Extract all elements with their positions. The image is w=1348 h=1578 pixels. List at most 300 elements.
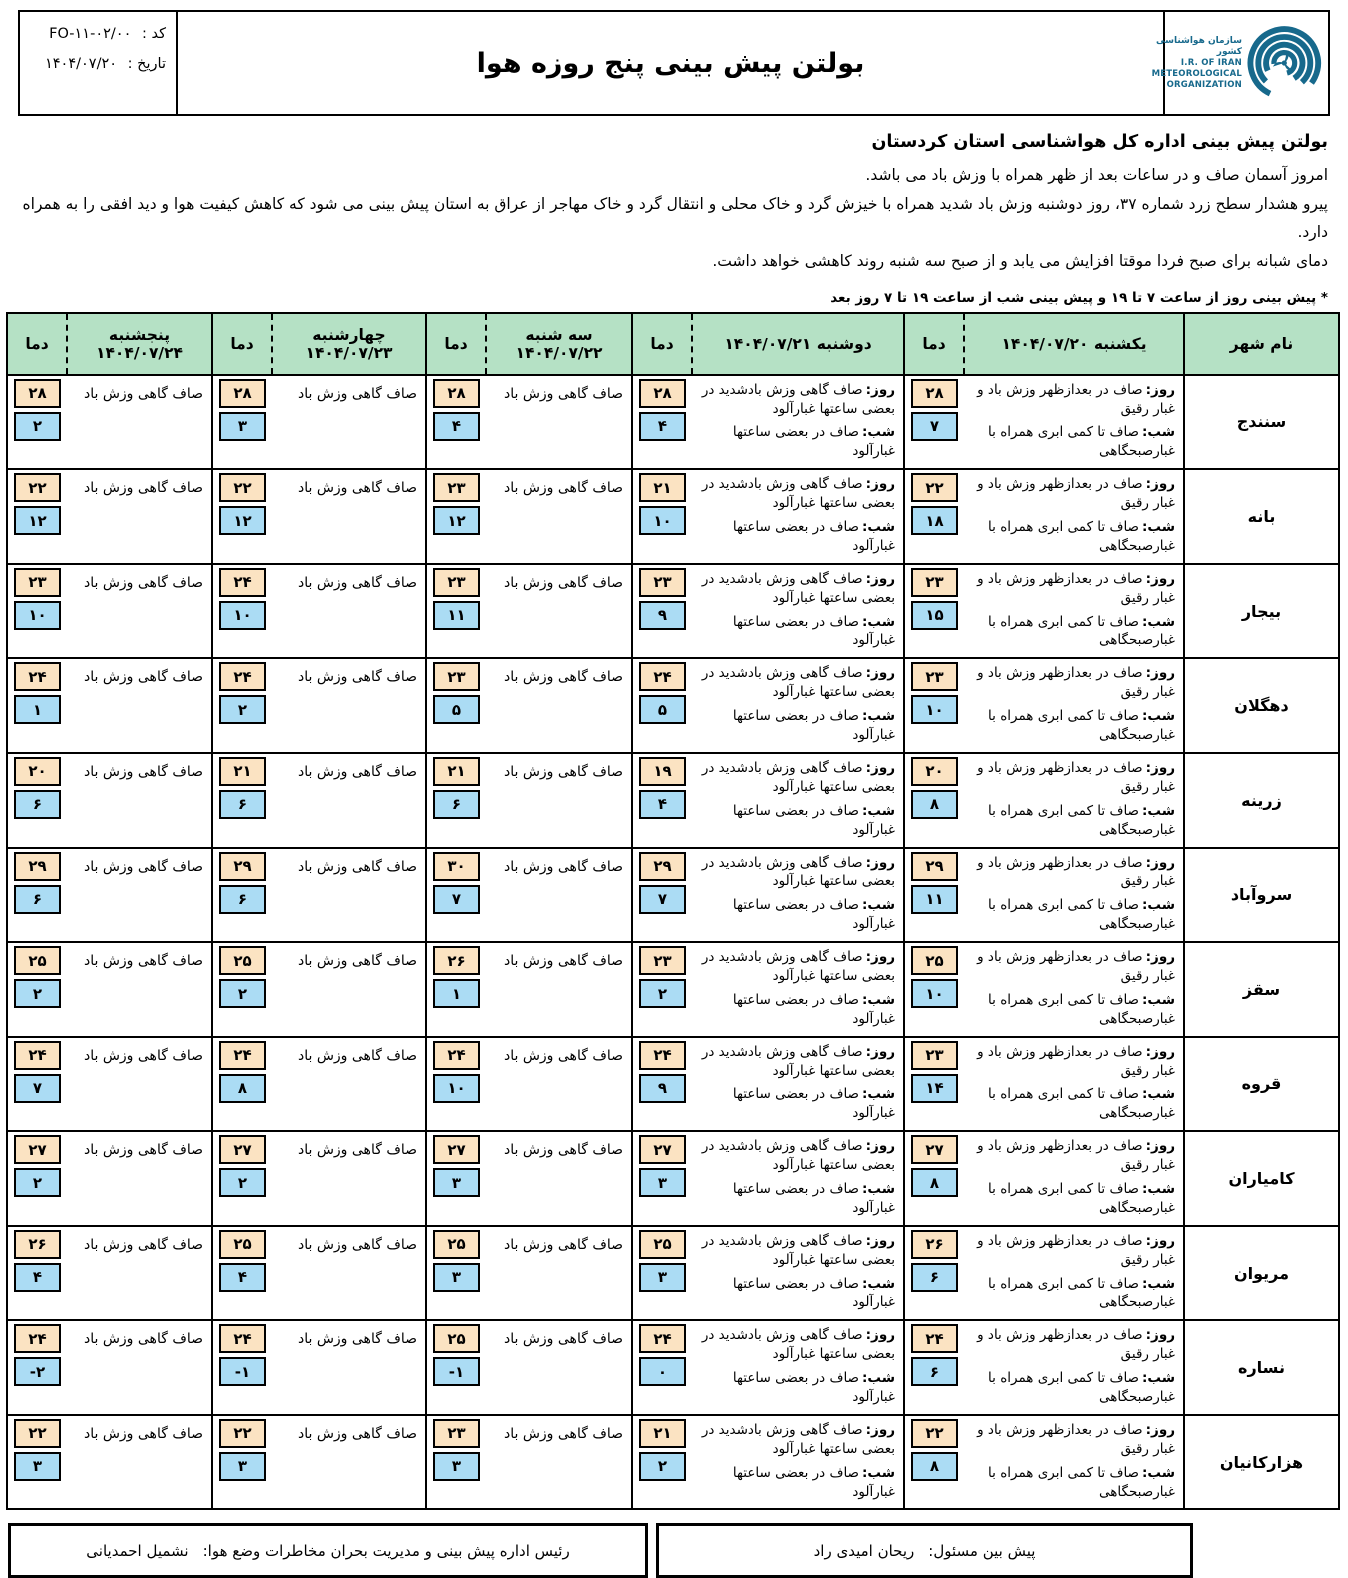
low-temp: ۹: [639, 1074, 686, 1103]
city-name: زرینه: [1184, 753, 1339, 848]
temps-tuesday: [426, 375, 486, 470]
high-temp: ۱۹: [639, 757, 686, 786]
temps-monday: [632, 1415, 692, 1510]
low-temp: ۲: [219, 695, 266, 724]
forecast-tuesday: صاف گاهی وزش باد: [486, 375, 632, 470]
forecast-tuesday: صاف گاهی وزش باد: [486, 564, 632, 659]
temps-monday: [632, 942, 692, 1037]
logo-text: [1152, 36, 1242, 90]
low-temp: ۸: [219, 1074, 266, 1103]
temps-tuesday: [426, 658, 486, 753]
city-header: نام شهر: [1184, 313, 1339, 375]
forecast-wednesday: صاف گاهی وزش باد: [272, 753, 426, 848]
high-temp: ۲۷: [639, 1135, 686, 1164]
high-temp: ۲۳: [639, 946, 686, 975]
code-line: [26, 26, 166, 42]
high-temp: ۲۰: [14, 757, 61, 786]
temps-sunday: [904, 1037, 964, 1132]
high-temp: ۲۴: [639, 1041, 686, 1070]
table-row: [7, 848, 1339, 943]
forecast-wednesday: صاف گاهی وزش باد: [272, 1226, 426, 1321]
city-name: دهگلان: [1184, 658, 1339, 753]
forecast-sunday: روز:صاف در بعدازظهر وزش باد و غبار رقیق شب:صاف تا کمی ابری همراه با غبارصبحگاهی: [964, 564, 1184, 659]
letterhead: [18, 10, 1330, 116]
temps-sunday: [904, 753, 964, 848]
temps-thursday: [7, 564, 67, 659]
city-name: قروه: [1184, 1037, 1339, 1132]
forecast-table-body: [7, 375, 1339, 1510]
low-temp: ۶: [14, 790, 61, 819]
table-row: [7, 1037, 1339, 1132]
high-temp: ۲۴: [14, 1041, 61, 1070]
high-temp: ۲۹: [911, 852, 958, 881]
forecast-tuesday: صاف گاهی وزش باد: [486, 1226, 632, 1321]
temps-wednesday: [212, 375, 272, 470]
day-header-tuesday: سه شنبه ۱۴۰۴/۰۷/۲۲: [486, 313, 632, 375]
signatures-row: [8, 1523, 1340, 1578]
forecast-monday: روز:صاف گاهی وزش بادشدید در بعضی ساعتها غبارآلود شب:صاف در بعضی ساعتها غبارآلود: [692, 1320, 904, 1415]
temp-header-thursday: دما: [7, 313, 67, 375]
temps-monday: [632, 753, 692, 848]
temps-tuesday: [426, 1226, 486, 1321]
code-date-box: [20, 12, 178, 114]
forecast-sunday: روز:صاف در بعدازظهر وزش باد و غبار رقیق شب:صاف تا کمی ابری همراه با غبارصبحگاهی: [964, 1037, 1184, 1132]
city-name: کامیاران: [1184, 1131, 1339, 1226]
temps-thursday: [7, 658, 67, 753]
temp-header-sunday: دما: [904, 313, 964, 375]
high-temp: ۲۳: [433, 568, 480, 597]
temps-sunday: [904, 1415, 964, 1510]
high-temp: ۲۸: [219, 379, 266, 408]
table-row: [7, 469, 1339, 564]
forecast-tuesday: صاف گاهی وزش باد: [486, 848, 632, 943]
low-temp: ۱۲: [433, 506, 480, 535]
temps-thursday: [7, 1415, 67, 1510]
day-header-wednesday: چهارشنبه ۱۴۰۴/۰۷/۲۳: [272, 313, 426, 375]
low-temp: ۴: [433, 412, 480, 441]
forecast-monday: روز:صاف گاهی وزش بادشدید در بعضی ساعتها غبارآلود شب:صاف در بعضی ساعتها غبارآلود: [692, 942, 904, 1037]
low-temp: ۳: [639, 1263, 686, 1292]
intro-heading: بولتن پیش بینی اداره کل هواشناسی استان کردستان: [871, 132, 1328, 152]
high-temp: ۲۹: [219, 852, 266, 881]
temps-wednesday: [212, 1131, 272, 1226]
low-temp: ۳: [219, 412, 266, 441]
forecast-thursday: صاف گاهی وزش باد: [67, 753, 212, 848]
temps-thursday: [7, 753, 67, 848]
intro-section: [14, 132, 1328, 276]
forecast-monday: روز:صاف گاهی وزش بادشدید در بعضی ساعتها غبارآلود شب:صاف در بعضی ساعتها غبارآلود: [692, 1226, 904, 1321]
low-temp: ۱۲: [219, 506, 266, 535]
forecast-wednesday: صاف گاهی وزش باد: [272, 1415, 426, 1510]
low-temp: ۶: [433, 790, 480, 819]
temps-thursday: [7, 1320, 67, 1415]
table-row: [7, 658, 1339, 753]
high-temp: ۲۲: [911, 1419, 958, 1448]
high-temp: ۲۳: [911, 568, 958, 597]
temps-monday: [632, 375, 692, 470]
met-org-spiral-logo-icon: [1244, 20, 1322, 106]
high-temp: ۲۱: [639, 473, 686, 502]
low-temp: ۷: [911, 412, 958, 441]
low-temp: ۴: [639, 790, 686, 819]
date-label: تاریخ :: [127, 56, 166, 72]
forecast-monday: روز:صاف گاهی وزش بادشدید در بعضی ساعتها غبارآلود شب:صاف در بعضی ساعتها غبارآلود: [692, 1131, 904, 1226]
forecast-sunday: روز:صاف در بعدازظهر وزش باد و غبار رقیق شب:صاف تا کمی ابری همراه با غبارصبحگاهی: [964, 1131, 1184, 1226]
low-temp: ۲: [219, 979, 266, 1008]
temps-monday: [632, 658, 692, 753]
high-temp: ۲۵: [911, 946, 958, 975]
forecast-wednesday: صاف گاهی وزش باد: [272, 375, 426, 470]
temps-monday: [632, 469, 692, 564]
high-temp: ۲۲: [14, 1419, 61, 1448]
high-temp: ۲۴: [433, 1041, 480, 1070]
temps-wednesday: [212, 753, 272, 848]
temps-thursday: [7, 469, 67, 564]
low-temp: ۸: [911, 1452, 958, 1481]
forecast-tuesday: صاف گاهی وزش باد: [486, 942, 632, 1037]
high-temp: ۲۵: [219, 946, 266, 975]
chief-name: نشمیل احمدیانی: [86, 1541, 189, 1560]
forecast-monday: روز:صاف گاهی وزش بادشدید در بعضی ساعتها غبارآلود شب:صاف در بعضی ساعتها غبارآلود: [692, 1037, 904, 1132]
low-temp: ۵: [639, 695, 686, 724]
temps-thursday: [7, 848, 67, 943]
forecast-table: [6, 312, 1340, 1511]
high-temp: ۲۹: [14, 852, 61, 881]
low-temp: ۴: [14, 1263, 61, 1292]
high-temp: ۲۳: [911, 662, 958, 691]
temps-wednesday: [212, 1226, 272, 1321]
forecast-sunday: روز:صاف در بعدازظهر وزش باد و غبار رقیق شب:صاف تا کمی ابری همراه با غبارصبحگاهی: [964, 1320, 1184, 1415]
high-temp: ۲۴: [14, 662, 61, 691]
high-temp: ۲۷: [433, 1135, 480, 1164]
intro-line-2: پیرو هشدار سطح زرد شماره ۳۷، روز دوشنبه وزش باد شدید همراه با خیزش گرد و خاک محلی و انتقال گرد و خاک مهاجر از عراق به استان پیش بینی می شود که کاهش کیفیت هوا و دید افقی را به همراه دارد.: [22, 194, 1328, 242]
temps-thursday: [7, 1131, 67, 1226]
low-temp: ۱۰: [433, 1074, 480, 1103]
high-temp: ۲۷: [911, 1135, 958, 1164]
low-temp: ۱۵: [911, 601, 958, 630]
high-temp: ۲۴: [911, 1324, 958, 1353]
forecast-monday: روز:صاف گاهی وزش بادشدید در بعضی ساعتها غبارآلود شب:صاف در بعضی ساعتها غبارآلود: [692, 564, 904, 659]
high-temp: ۲۵: [433, 1230, 480, 1259]
low-temp: ۱۱: [433, 601, 480, 630]
temps-wednesday: [212, 1320, 272, 1415]
temps-wednesday: [212, 469, 272, 564]
low-temp: ۹: [639, 601, 686, 630]
low-temp: ۲: [639, 1452, 686, 1481]
high-temp: ۲۳: [433, 473, 480, 502]
low-temp: ۲: [219, 1168, 266, 1197]
low-temp: ۶: [219, 885, 266, 914]
temps-sunday: [904, 942, 964, 1037]
low-temp: ۷: [14, 1074, 61, 1103]
high-temp: ۲۱: [433, 757, 480, 786]
high-temp: ۲۲: [911, 473, 958, 502]
temps-sunday: [904, 564, 964, 659]
low-temp: ۳: [433, 1452, 480, 1481]
high-temp: ۲۴: [219, 1041, 266, 1070]
bulletin-title: بولتن پیش بینی پنج روزه هوا: [476, 47, 865, 79]
high-temp: ۲۵: [639, 1230, 686, 1259]
forecaster-label: پیش بین مسئول:: [928, 1541, 1036, 1560]
day-header-monday: دوشنبه ۱۴۰۴/۰۷/۲۱: [692, 313, 904, 375]
high-temp: ۲۲: [219, 473, 266, 502]
temps-sunday: [904, 469, 964, 564]
low-temp: ۸: [911, 1168, 958, 1197]
low-temp: ۱۰: [911, 695, 958, 724]
low-temp: -۱: [219, 1357, 266, 1386]
city-name: سنندج: [1184, 375, 1339, 470]
forecast-thursday: صاف گاهی وزش باد: [67, 658, 212, 753]
temps-sunday: [904, 1131, 964, 1226]
temps-sunday: [904, 1320, 964, 1415]
forecast-monday: روز:صاف گاهی وزش بادشدید در بعضی ساعتها غبارآلود شب:صاف در بعضی ساعتها غبارآلود: [692, 375, 904, 470]
low-temp: ۱۰: [911, 979, 958, 1008]
low-temp: ۱۰: [639, 506, 686, 535]
high-temp: ۲۱: [639, 1419, 686, 1448]
city-name: سقز: [1184, 942, 1339, 1037]
forecast-tuesday: صاف گاهی وزش باد: [486, 1037, 632, 1132]
low-temp: ۱۸: [911, 506, 958, 535]
table-row: [7, 375, 1339, 470]
city-name: سروآباد: [1184, 848, 1339, 943]
low-temp: ۷: [639, 885, 686, 914]
forecast-thursday: صاف گاهی وزش باد: [67, 564, 212, 659]
forecaster-signature-box: [656, 1523, 1193, 1578]
forecast-wednesday: صاف گاهی وزش باد: [272, 942, 426, 1037]
table-row: [7, 1226, 1339, 1321]
forecast-monday: روز:صاف گاهی وزش بادشدید در بعضی ساعتها غبارآلود شب:صاف در بعضی ساعتها غبارآلود: [692, 753, 904, 848]
temps-tuesday: [426, 942, 486, 1037]
temps-tuesday: [426, 1131, 486, 1226]
date-line: [26, 56, 166, 72]
low-temp: -۲: [14, 1357, 61, 1386]
forecast-wednesday: صاف گاهی وزش باد: [272, 658, 426, 753]
temps-monday: [632, 1131, 692, 1226]
high-temp: ۲۵: [14, 946, 61, 975]
temps-thursday: [7, 375, 67, 470]
forecast-monday: روز:صاف گاهی وزش بادشدید در بعضی ساعتها غبارآلود شب:صاف در بعضی ساعتها غبارآلود: [692, 469, 904, 564]
table-row: [7, 1320, 1339, 1415]
low-temp: ۲: [14, 1168, 61, 1197]
temp-header-monday: دما: [632, 313, 692, 375]
table-row: [7, 1131, 1339, 1226]
temps-monday: [632, 1320, 692, 1415]
forecast-tuesday: صاف گاهی وزش باد: [486, 1415, 632, 1510]
high-temp: ۲۵: [219, 1230, 266, 1259]
signature-spacer: [1193, 1523, 1340, 1578]
forecast-thursday: صاف گاهی وزش باد: [67, 1037, 212, 1132]
logo-en-line2: METEOROLOGICAL: [1151, 68, 1242, 79]
forecast-tuesday: صاف گاهی وزش باد: [486, 658, 632, 753]
low-temp: ۱۰: [219, 601, 266, 630]
low-temp: ۱: [433, 979, 480, 1008]
high-temp: ۲۸: [14, 379, 61, 408]
low-temp: ۸: [911, 790, 958, 819]
code-value: FO-۱۱-۰۲/۰۰: [49, 26, 132, 42]
bulletin-page: [0, 10, 1348, 1560]
intro-line-1: امروز آسمان صاف و در ساعات بعد از ظهر همراه با وزش باد می باشد.: [865, 166, 1328, 184]
forecast-wednesday: صاف گاهی وزش باد: [272, 1131, 426, 1226]
low-temp: ۱۱: [911, 885, 958, 914]
temps-thursday: [7, 1037, 67, 1132]
low-temp: ۳: [433, 1168, 480, 1197]
forecast-sunday: روز:صاف در بعدازظهر وزش باد و غبار رقیق شب:صاف تا کمی ابری همراه با غبارصبحگاهی: [964, 658, 1184, 753]
low-temp: ۱۰: [14, 601, 61, 630]
low-temp: ۱۲: [14, 506, 61, 535]
day-header-thursday: پنجشنبه ۱۴۰۴/۰۷/۲۴: [67, 313, 212, 375]
forecast-sunday: روز:صاف در بعدازظهر وزش باد و غبار رقیق شب:صاف تا کمی ابری همراه با غبارصبحگاهی: [964, 1226, 1184, 1321]
forecast-sunday: روز:صاف در بعدازظهر وزش باد و غبار رقیق شب:صاف تا کمی ابری همراه با غبارصبحگاهی: [964, 1415, 1184, 1510]
low-temp: ۶: [14, 885, 61, 914]
high-temp: ۲۷: [14, 1135, 61, 1164]
temps-tuesday: [426, 1037, 486, 1132]
chief-signature-box: [8, 1523, 648, 1578]
temps-wednesday: [212, 564, 272, 659]
low-temp: ۳: [433, 1263, 480, 1292]
forecast-sunday: روز:صاف در بعدازظهر وزش باد و غبار رقیق شب:صاف تا کمی ابری همراه با غبارصبحگاهی: [964, 848, 1184, 943]
forecast-thursday: صاف گاهی وزش باد: [67, 1131, 212, 1226]
low-temp: ۳: [14, 1452, 61, 1481]
high-temp: ۲۸: [433, 379, 480, 408]
high-temp: ۲۰: [911, 757, 958, 786]
high-temp: ۲۱: [219, 757, 266, 786]
temps-sunday: [904, 658, 964, 753]
temps-wednesday: [212, 942, 272, 1037]
forecast-sunday: روز:صاف در بعدازظهر وزش باد و غبار رقیق شب:صاف تا کمی ابری همراه با غبارصبحگاهی: [964, 469, 1184, 564]
high-temp: ۲۲: [14, 473, 61, 502]
logo-box: [1151, 12, 1328, 114]
low-temp: ۴: [639, 412, 686, 441]
temps-thursday: [7, 942, 67, 1037]
low-temp: ۲: [14, 412, 61, 441]
forecast-sunday: روز:صاف در بعدازظهر وزش باد و غبار رقیق شب:صاف تا کمی ابری همراه با غبارصبحگاهی: [964, 753, 1184, 848]
high-temp: ۲۴: [639, 662, 686, 691]
forecast-thursday: صاف گاهی وزش باد: [67, 848, 212, 943]
table-header-row: [7, 313, 1339, 375]
high-temp: ۳۰: [433, 852, 480, 881]
temps-wednesday: [212, 848, 272, 943]
low-temp: ۱: [14, 695, 61, 724]
temps-tuesday: [426, 1415, 486, 1510]
forecast-thursday: صاف گاهی وزش باد: [67, 1320, 212, 1415]
high-temp: ۲۹: [639, 852, 686, 881]
forecast-thursday: صاف گاهی وزش باد: [67, 1226, 212, 1321]
high-temp: ۲۶: [911, 1230, 958, 1259]
high-temp: ۲۴: [219, 1324, 266, 1353]
temp-header-tuesday: دما: [426, 313, 486, 375]
temp-header-wednesday: دما: [212, 313, 272, 375]
temps-wednesday: [212, 1037, 272, 1132]
forecast-monday: روز:صاف گاهی وزش بادشدید در بعضی ساعتها غبارآلود شب:صاف در بعضی ساعتها غبارآلود: [692, 658, 904, 753]
date-value: ۱۴۰۴/۰۷/۲۰: [44, 56, 118, 72]
temps-monday: [632, 1037, 692, 1132]
high-temp: ۲۶: [14, 1230, 61, 1259]
low-temp: -۱: [433, 1357, 480, 1386]
forecast-hours-note: * پیش بینی روز از ساعت ۷ تا ۱۹ و پیش بینی شب از ساعت ۱۹ تا ۷ روز بعد: [830, 289, 1328, 306]
forecast-thursday: صاف گاهی وزش باد: [67, 469, 212, 564]
temps-tuesday: [426, 1320, 486, 1415]
forecast-sunday: روز:صاف در بعدازظهر وزش باد و غبار رقیق شب:صاف تا کمی ابری همراه با غبارصبحگاهی: [964, 375, 1184, 470]
high-temp: ۲۴: [639, 1324, 686, 1353]
temps-sunday: [904, 1226, 964, 1321]
temps-tuesday: [426, 753, 486, 848]
low-temp: ۴: [219, 1263, 266, 1292]
temps-monday: [632, 848, 692, 943]
forecast-wednesday: صاف گاهی وزش باد: [272, 564, 426, 659]
city-name: نساره: [1184, 1320, 1339, 1415]
table-row: [7, 1415, 1339, 1510]
high-temp: ۲۶: [433, 946, 480, 975]
temps-tuesday: [426, 469, 486, 564]
high-temp: ۲۸: [639, 379, 686, 408]
temps-wednesday: [212, 1415, 272, 1510]
low-temp: ۶: [911, 1263, 958, 1292]
high-temp: ۲۴: [219, 662, 266, 691]
temps-monday: [632, 1226, 692, 1321]
low-temp: ۲: [639, 979, 686, 1008]
high-temp: ۲۵: [433, 1324, 480, 1353]
forecaster-name: ریحان امیدی راد: [813, 1541, 915, 1560]
temps-sunday: [904, 848, 964, 943]
forecast-wednesday: صاف گاهی وزش باد: [272, 848, 426, 943]
high-temp: ۲۳: [14, 568, 61, 597]
high-temp: ۲۳: [639, 568, 686, 597]
forecast-sunday: روز:صاف در بعدازظهر وزش باد و غبار رقیق شب:صاف تا کمی ابری همراه با غبارصبحگاهی: [964, 942, 1184, 1037]
temps-tuesday: [426, 848, 486, 943]
low-temp: ۶: [219, 790, 266, 819]
low-temp: ۷: [433, 885, 480, 914]
forecast-monday: روز:صاف گاهی وزش بادشدید در بعضی ساعتها غبارآلود شب:صاف در بعضی ساعتها غبارآلود: [692, 1415, 904, 1510]
high-temp: ۲۲: [219, 1419, 266, 1448]
table-row: [7, 564, 1339, 659]
city-name: مریوان: [1184, 1226, 1339, 1321]
forecast-tuesday: صاف گاهی وزش باد: [486, 1131, 632, 1226]
temps-monday: [632, 564, 692, 659]
low-temp: ۰: [639, 1357, 686, 1386]
table-row: [7, 942, 1339, 1037]
forecast-monday: روز:صاف گاهی وزش بادشدید در بعضی ساعتها غبارآلود شب:صاف در بعضی ساعتها غبارآلود: [692, 848, 904, 943]
intro-line-3: دمای شبانه برای صبح فردا موقتا افزایش می یابد و از صبح سه شنبه روند کاهشی خواهد داشت.: [712, 252, 1328, 271]
high-temp: ۲۳: [433, 662, 480, 691]
forecast-thursday: صاف گاهی وزش باد: [67, 942, 212, 1037]
high-temp: ۲۴: [14, 1324, 61, 1353]
forecast-wednesday: صاف گاهی وزش باد: [272, 1037, 426, 1132]
logo-en-line3: ORGANIZATION: [1166, 79, 1242, 90]
temps-thursday: [7, 1226, 67, 1321]
forecast-tuesday: صاف گاهی وزش باد: [486, 753, 632, 848]
low-temp: ۵: [433, 695, 480, 724]
logo-en-line1: I.R. OF IRAN: [1180, 58, 1242, 69]
forecast-wednesday: صاف گاهی وزش باد: [272, 469, 426, 564]
low-temp: ۶: [911, 1357, 958, 1386]
low-temp: ۳: [219, 1452, 266, 1481]
forecast-tuesday: صاف گاهی وزش باد: [486, 1320, 632, 1415]
chief-label: رئیس اداره پیش بینی و مدیریت بحران مخاطرات وضع هوا:: [202, 1541, 570, 1560]
day-header-sunday: یکشنبه ۱۴۰۴/۰۷/۲۰: [964, 313, 1184, 375]
forecast-tuesday: صاف گاهی وزش باد: [486, 469, 632, 564]
high-temp: ۲۸: [911, 379, 958, 408]
temps-sunday: [904, 375, 964, 470]
forecast-wednesday: صاف گاهی وزش باد: [272, 1320, 426, 1415]
city-name: هزارکانیان: [1184, 1415, 1339, 1510]
low-temp: ۱۴: [911, 1074, 958, 1103]
city-name: بانه: [1184, 469, 1339, 564]
logo-fa-text: سازمان هواشناسی کشور: [1155, 35, 1242, 58]
forecast-thursday: صاف گاهی وزش باد: [67, 1415, 212, 1510]
low-temp: ۳: [639, 1168, 686, 1197]
forecast-thursday: صاف گاهی وزش باد: [67, 375, 212, 470]
low-temp: ۲: [14, 979, 61, 1008]
